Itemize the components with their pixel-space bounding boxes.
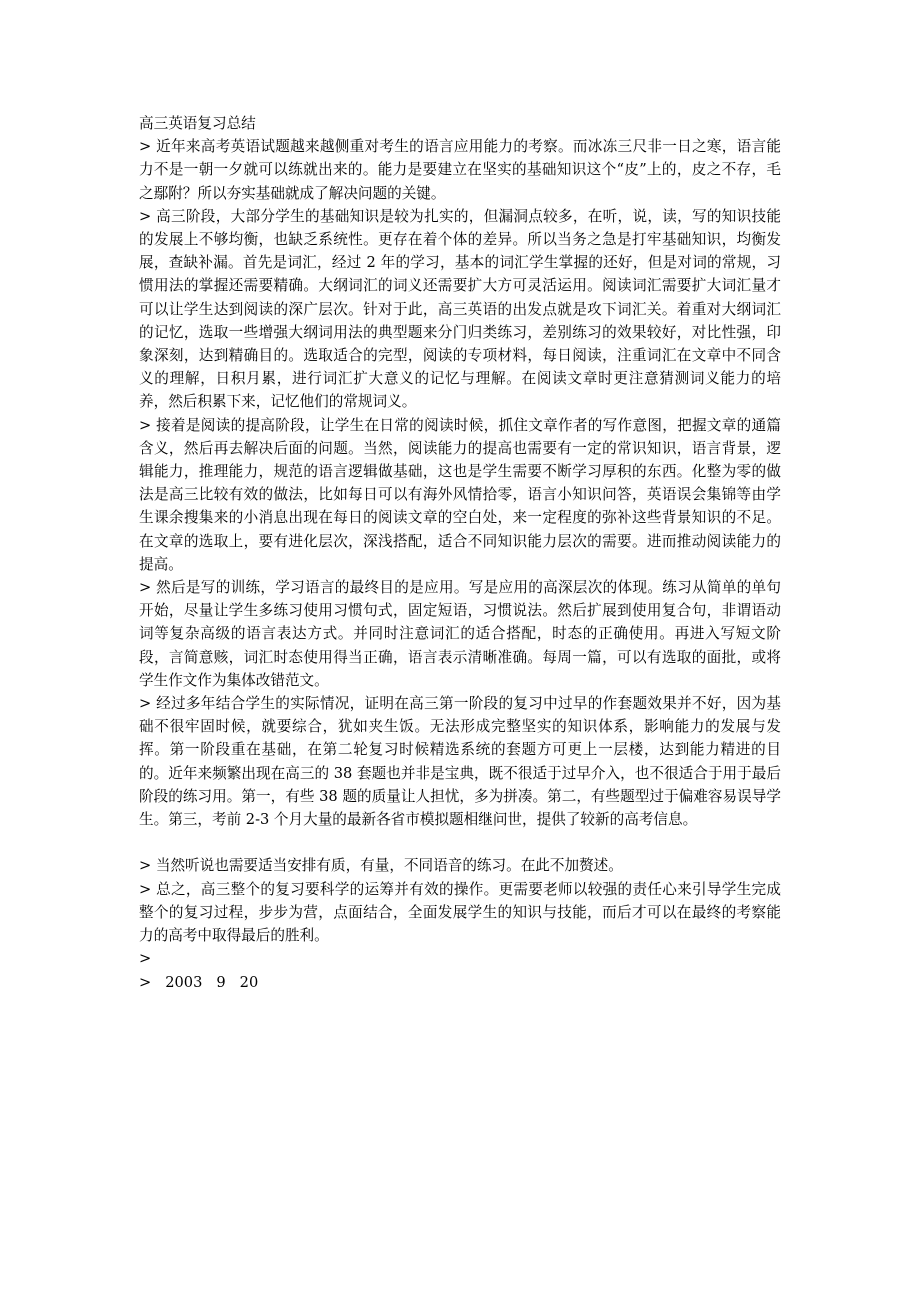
date-year: 2003 — [165, 973, 203, 991]
paragraph-6: > 当然听说也需要适当安排有质，有量，不同语音的练习。在此不加赘述。 — [139, 857, 623, 875]
date-day: 20 — [239, 973, 259, 991]
date-month: 9 — [216, 973, 226, 991]
date-marker: > — [139, 973, 152, 991]
paragraph-7: > 总之，高三整个的复习要科学的运筹并有效的操作。更需要老师以较强的责任心来引导学生完成整个的复习过程，步步为营，点面结合，全面发展学生的知识与技能，而后才可以在最终的考察能力的高考中取得最后的胜利。 — [139, 880, 781, 945]
document-page — [139, 112, 781, 994]
date-line — [139, 971, 781, 994]
paragraph-2: > 高三阶段，大部分学生的基础知识是较为扎实的，但漏洞点较多，在听，说，读，写的知识技能的发展上不够均衡，也缺乏系统性。更存在着个体的差异。所以当务之急是打牢基础知识，均衡发展，查缺补漏。首先是词汇，经过 2 年的学习，基本的词汇学生掌握的还好，但是对词的常规，习惯用法的掌握还需要精确。大纲词汇的词义还需要扩大方可灵活运用。阅读词汇需要扩大词汇量才可以让学生达到阅读的深广层次。针对于此，高三英语的出发点就是攻下词汇关。着重对大纲词汇的记忆，选取一些增强大纲词用法的典型题来分门归类练习，差别练习的效果较好，对比性强，印象深刻，达到精确目的。选取适合的完型，阅读的专项材料，每日阅读，注重词汇在文章中不同含义的理解，日积月累，进行词汇扩大意义的记忆与理解。在阅读文章时更注意猜测词义能力的培养，然后积累下来，记忆他们的常规词义。 — [139, 207, 781, 411]
paragraph-5: > 经过多年结合学生的实际情况，证明在高三第一阶段的复习中过早的作套题效果并不好，因为基础不很牢固时候，就要综合，犹如夹生饭。无法形成完整坚实的知识体系，影响能力的发展与发挥。第一阶段重在基础，在第二轮复习时候精选系统的套题方可更上一层楼，达到能力精进的目的。近年来频繁出现在高三的 38 套题也并非是宝典，既不很适于过早介入，也不很适合于用于最后阶段的练习用。第一，有些 38 题的质量让人担忧，多为拼凑。第二，有些题型过于偏难容易误导学生。第三，考前 2-3 个月大量的最新各省市模拟题相继问世，提供了较新的高考信息。 — [139, 695, 781, 829]
document-title: 高三英语复习总结 — [139, 115, 256, 132]
paragraph-1: > 近年来高考英语试题越来越侧重对考生的语言应用能力的考察。而冰冻三尺非一日之寒，语言能力不是一朝一夕就可以练就出来的。能力是要建立在坚实的基础知识这个“皮”上的，皮之不存，毛之鄢附？所以夯实基础就成了解决问题的关键。 — [139, 138, 781, 202]
paragraph-4: > 然后是写的训练，学习语言的最终目的是应用。写是应用的高深层次的体现。练习从简单的单句开始，尽量让学生多练习使用习惯句式，固定短语，习惯说法。然后扩展到使用复合句，非谓语动词等复杂高级的语言表达方式。并同时注意词汇的适合搭配，时态的正确使用。再进入写短文阶段，言简意赅，词汇时态使用得当正确，语言表示清晰准确。每周一篇，可以有选取的面批，或将学生作文作为集体改错范文。 — [139, 579, 781, 689]
paragraph-3: > 接着是阅读的提高阶段，让学生在日常的阅读时候，抓住文章作者的写作意图，把握文章的通篇含义，然后再去解决后面的问题。当然，阅读能力的提高也需要有一定的常识知识，语言背景，逻辑能力，推理能力，规范的语言逻辑做基础，这也是学生需要不断学习厚积的东西。化整为零的做法是高三比较有效的做法，比如每日可以有海外风情拾零，语言小知识问答，英语误会集锦等由学生课余搜集来的小消息出现在每日的阅读文章的空白处，来一定程度的弥补这些背景知识的不足。在文章的选取上，要有进化层次，深浅搭配，适合不同知识能力层次的需要。进而推动阅读能力的提高。 — [139, 416, 781, 573]
empty-marker-line: > — [139, 950, 152, 968]
blank-line — [139, 831, 781, 854]
